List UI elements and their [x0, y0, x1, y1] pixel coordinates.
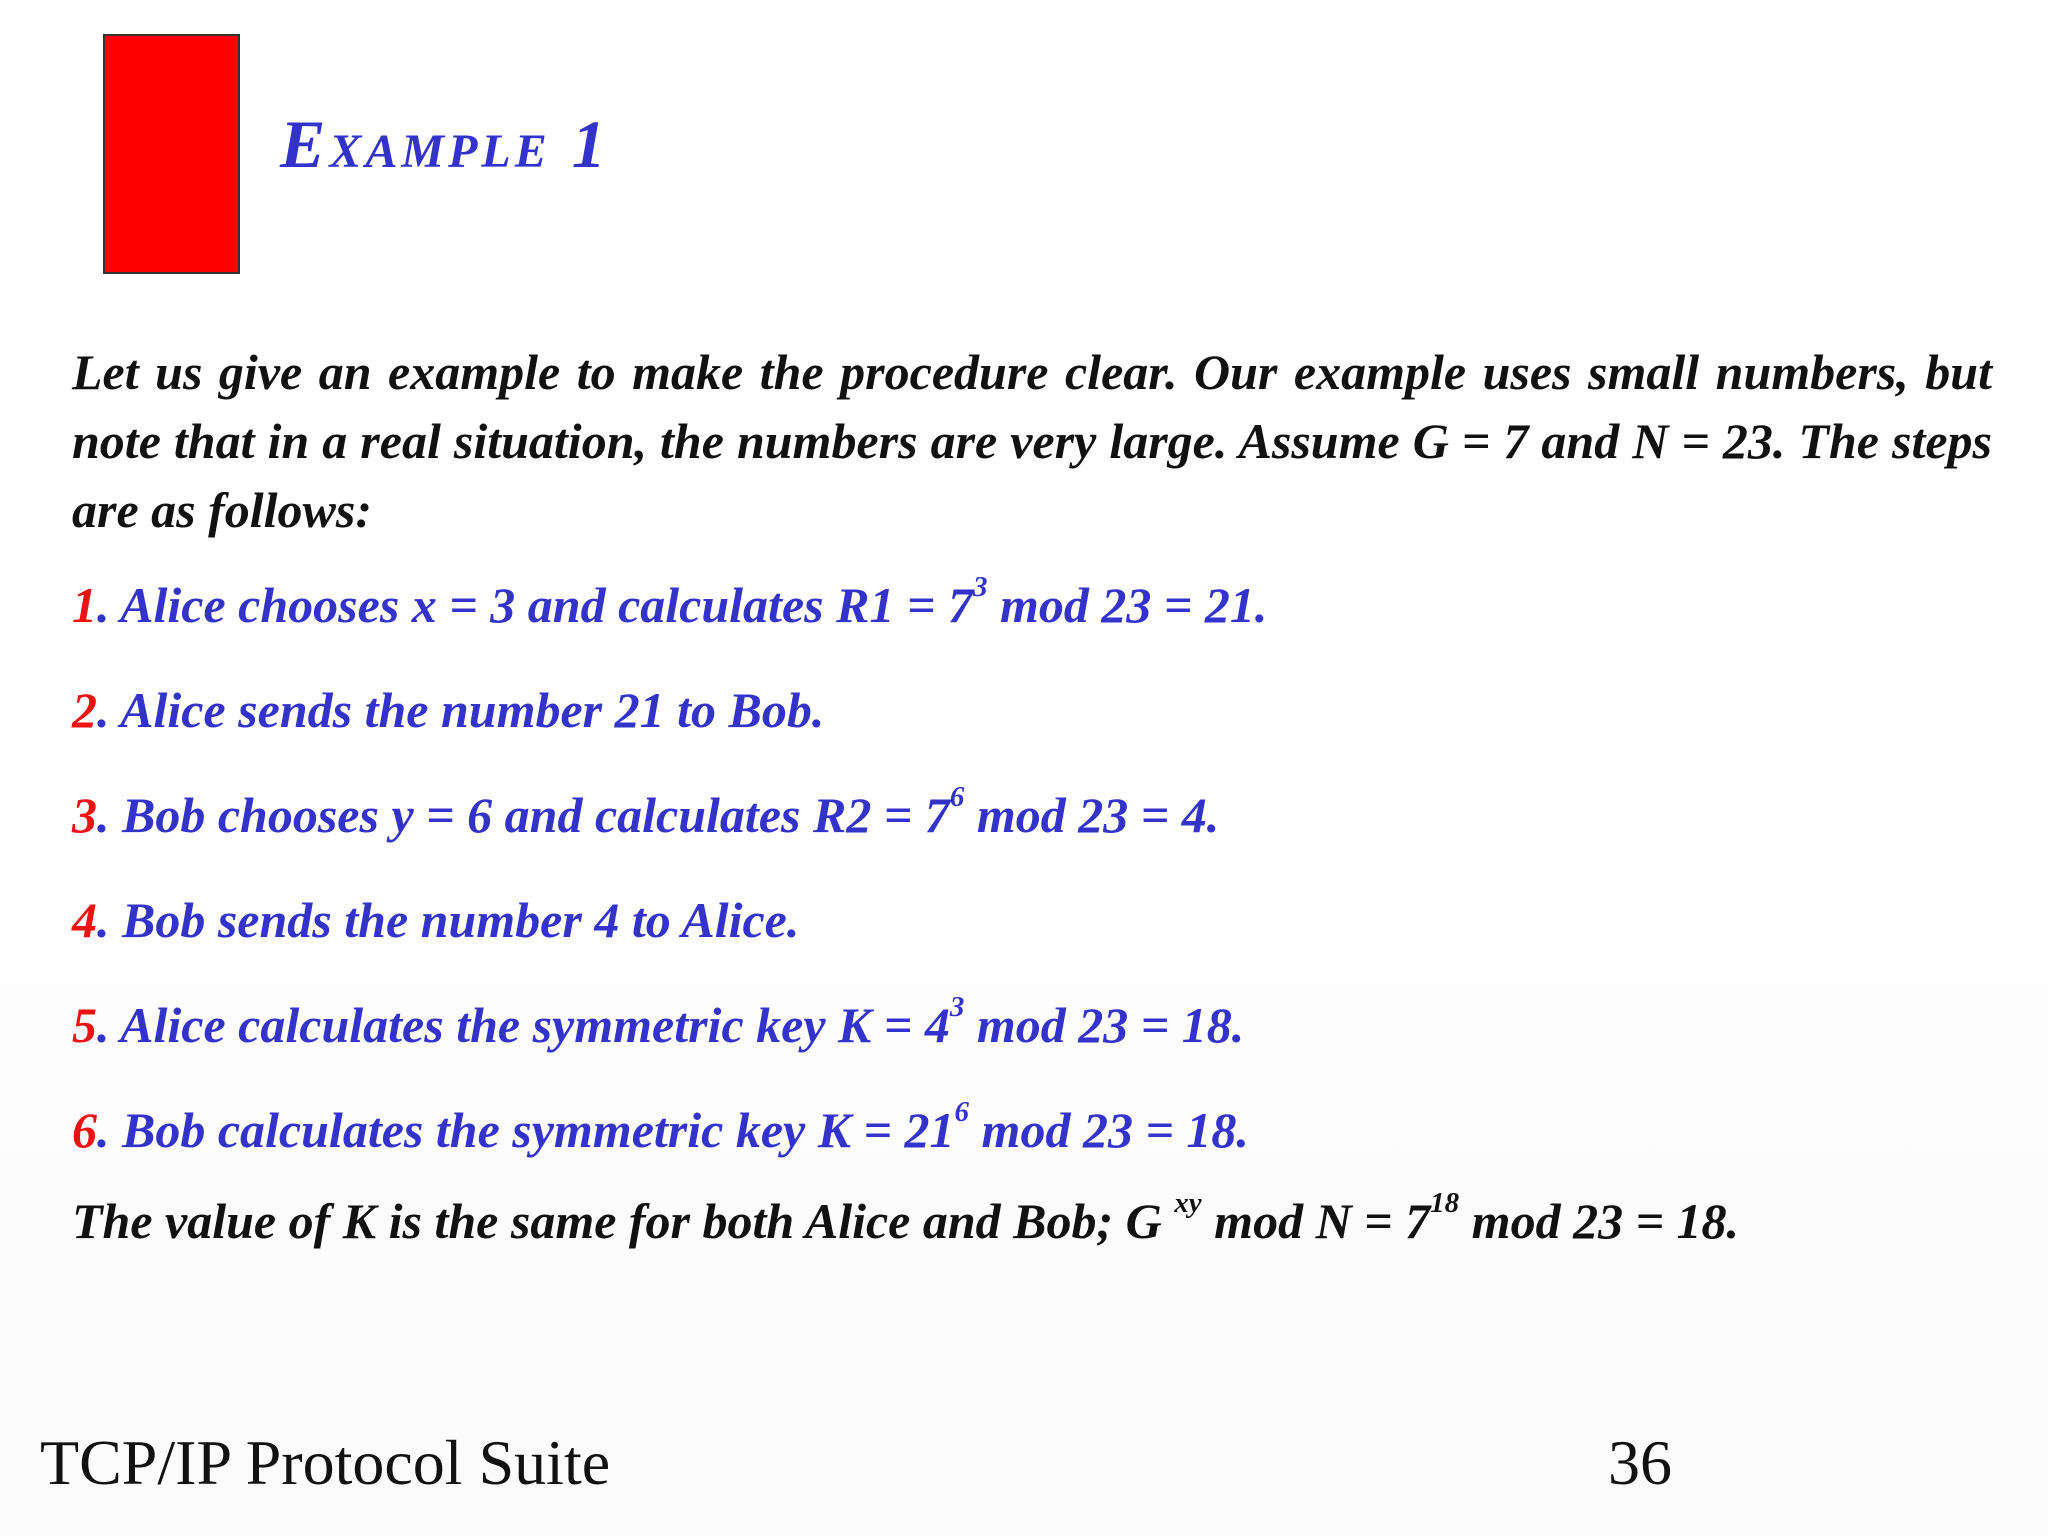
conclusion-paragraph — [72, 1187, 1992, 1256]
step-number: 6 — [72, 1102, 97, 1158]
conclusion-exponent-18: 18 — [1430, 1186, 1460, 1219]
page-number: 36 — [1608, 1427, 1672, 1498]
step-number: 2 — [72, 682, 97, 738]
step-text: Alice chooses x = 3 and calculates R1 = 7 — [120, 577, 973, 633]
step-item: 1. Alice chooses x = 3 and calculates $R1 = 7^3$ mod 23 = 21. — [72, 570, 1268, 633]
steps-list — [72, 553, 1992, 1183]
step-text-end: mod 23 = 18. — [969, 1102, 1249, 1158]
conclusion-text-end: mod 23 = 18. — [1459, 1193, 1740, 1249]
step-number: 1 — [72, 577, 97, 633]
step-number: 5 — [72, 997, 97, 1053]
slide-content — [72, 338, 1992, 1256]
step-item: 5. Alice calculates the symmetric key $K = 4^3$ mod 23 = 18. — [72, 990, 1245, 1053]
step-text: Bob sends the number 4 to Alice. — [122, 892, 800, 948]
conclusion-text-mid: mod N = 7 — [1201, 1193, 1431, 1249]
step-item: 2. Alice sends the number 21 to Bob. — [72, 682, 825, 738]
step-exponent: 6 — [954, 1095, 970, 1128]
step-number: 4 — [72, 892, 97, 948]
step-exponent: 6 — [949, 780, 965, 813]
step-text: Alice sends the number 21 to Bob. — [120, 682, 825, 738]
step-item: 4. Bob sends the number 4 to Alice. — [72, 892, 800, 948]
step-text: Bob calculates the symmetric key K = 21 — [122, 1102, 955, 1158]
step-exponent: 3 — [972, 570, 988, 603]
footer-title: TCP/IP Protocol Suite — [40, 1427, 611, 1498]
conclusion-exponent-xy: xy — [1174, 1186, 1202, 1219]
step-text-end: mod 23 = 21. — [987, 577, 1268, 633]
intro-paragraph: Let us give an example to make the procedure clear. Our example uses small numbers, but note that in a real situation, the numbers are very large. Assume G = 7 and N = 23. The steps are as follows: — [72, 344, 1992, 538]
step-item: 3. Bob chooses y = 6 and calculates $R2 = 7^6$ mod 23 = 4. — [72, 780, 1220, 843]
slide-title: Example 1 — [280, 106, 610, 182]
step-text-end: mod 23 = 4. — [964, 787, 1220, 843]
step-text: Alice calculates the symmetric key K = 4 — [120, 997, 950, 1053]
step-text: Bob chooses y = 6 and calculates R2 = 7 — [122, 787, 950, 843]
step-exponent: 3 — [949, 990, 965, 1023]
step-number: 3 — [72, 787, 97, 843]
conclusion-text: The value of K is the same for both Alice and Bob; G — [72, 1193, 1175, 1249]
red-accent-block — [103, 34, 240, 274]
step-item: 6. Bob calculates the symmetric key $K = 21^6$ mod 23 = 18. — [72, 1095, 1249, 1158]
step-text-end: mod 23 = 18. — [964, 997, 1245, 1053]
